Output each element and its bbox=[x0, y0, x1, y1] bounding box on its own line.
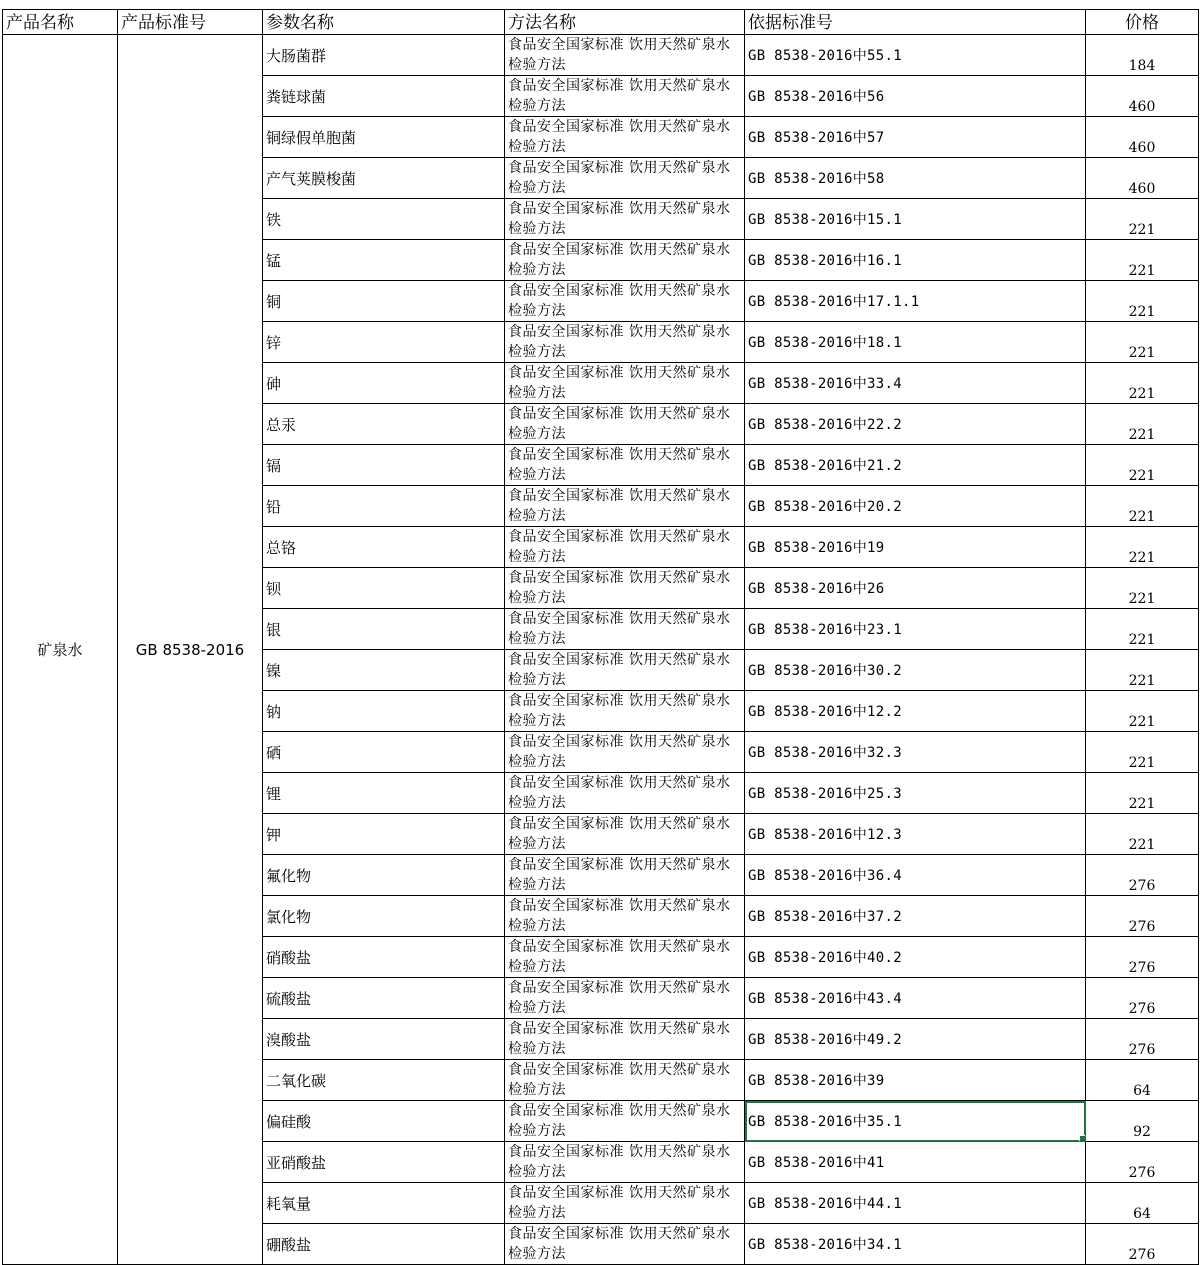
price-cell[interactable] bbox=[1086, 1101, 1199, 1142]
price-value: 276 bbox=[1128, 1001, 1156, 1017]
method-name-cell[interactable]: 食品安全国家标准 饮用天然矿泉水检验方法 bbox=[505, 363, 745, 404]
price-value: 221 bbox=[1128, 386, 1156, 402]
ref-standard-text: GB 8538-2016中19 bbox=[748, 540, 885, 556]
ref-standard-cell[interactable] bbox=[745, 199, 1086, 240]
ref-standard-cell[interactable] bbox=[745, 363, 1086, 404]
ref-standard-text: GB 8538-2016中32.3 bbox=[748, 745, 902, 761]
param-name-cell[interactable]: 亚硝酸盐 bbox=[263, 1142, 505, 1183]
ref-standard-cell[interactable] bbox=[745, 896, 1086, 937]
price-value: 221 bbox=[1128, 550, 1156, 566]
method-name-cell[interactable]: 食品安全国家标准 饮用天然矿泉水检验方法 bbox=[505, 240, 745, 281]
param-name-cell[interactable]: 硫酸盐 bbox=[263, 978, 505, 1019]
ref-standard-cell[interactable] bbox=[745, 445, 1086, 486]
ref-standard-text: GB 8538-2016中25.3 bbox=[748, 786, 902, 802]
method-name-cell[interactable]: 食品安全国家标准 饮用天然矿泉水检验方法 bbox=[505, 527, 745, 568]
ref-standard-text: GB 8538-2016中15.1 bbox=[748, 212, 902, 228]
method-name-cell[interactable]: 食品安全国家标准 饮用天然矿泉水检验方法 bbox=[505, 568, 745, 609]
price-cell[interactable] bbox=[1086, 363, 1199, 404]
price-value: 221 bbox=[1128, 509, 1156, 525]
method-name-cell[interactable]: 食品安全国家标准 饮用天然矿泉水检验方法 bbox=[505, 1224, 745, 1265]
ref-standard-text: GB 8538-2016中41 bbox=[748, 1155, 885, 1171]
method-name-cell[interactable]: 食品安全国家标准 饮用天然矿泉水检验方法 bbox=[505, 322, 745, 363]
price-cell[interactable] bbox=[1086, 199, 1199, 240]
price-cell[interactable] bbox=[1086, 281, 1199, 322]
table-body bbox=[3, 35, 1199, 1265]
price-cell[interactable] bbox=[1086, 35, 1199, 76]
price-value: 221 bbox=[1128, 222, 1156, 238]
price-cell[interactable] bbox=[1086, 937, 1199, 978]
method-name-cell[interactable]: 食品安全国家标准 饮用天然矿泉水检验方法 bbox=[505, 199, 745, 240]
ref-standard-cell[interactable] bbox=[745, 937, 1086, 978]
param-name-cell[interactable]: 钾 bbox=[263, 814, 505, 855]
price-value: 276 bbox=[1128, 919, 1156, 935]
price-value: 276 bbox=[1128, 1247, 1156, 1263]
ref-standard-cell[interactable] bbox=[745, 814, 1086, 855]
price-value: 221 bbox=[1128, 468, 1156, 484]
param-name-cell[interactable]: 银 bbox=[263, 609, 505, 650]
ref-standard-cell[interactable] bbox=[745, 691, 1086, 732]
method-name-cell[interactable]: 食品安全国家标准 饮用天然矿泉水检验方法 bbox=[505, 281, 745, 322]
header-ref-standard[interactable]: 依据标准号 bbox=[745, 10, 1086, 35]
price-table bbox=[2, 9, 1199, 1265]
ref-standard-text: GB 8538-2016中18.1 bbox=[748, 335, 902, 351]
price-cell[interactable] bbox=[1086, 158, 1199, 199]
method-name-cell[interactable]: 食品安全国家标准 饮用天然矿泉水检验方法 bbox=[505, 691, 745, 732]
method-name-cell[interactable]: 食品安全国家标准 饮用天然矿泉水检验方法 bbox=[505, 117, 745, 158]
ref-standard-cell[interactable] bbox=[745, 609, 1086, 650]
ref-standard-text: GB 8538-2016中43.4 bbox=[748, 991, 902, 1007]
fill-handle[interactable] bbox=[1079, 1135, 1086, 1142]
price-cell[interactable] bbox=[1086, 486, 1199, 527]
header-product-standard[interactable]: 产品标准号 bbox=[118, 10, 263, 35]
price-cell[interactable] bbox=[1086, 1060, 1199, 1101]
header-param-name[interactable]: 参数名称 bbox=[263, 10, 505, 35]
param-name-cell[interactable]: 偏硅酸 bbox=[263, 1101, 505, 1142]
ref-standard-cell[interactable] bbox=[745, 568, 1086, 609]
price-cell[interactable] bbox=[1086, 117, 1199, 158]
ref-standard-text: GB 8538-2016中55.1 bbox=[748, 48, 902, 64]
price-cell[interactable] bbox=[1086, 814, 1199, 855]
price-value: 64 bbox=[1133, 1083, 1151, 1099]
ref-standard-text: GB 8538-2016中23.1 bbox=[748, 622, 902, 638]
ref-standard-cell[interactable] bbox=[745, 650, 1086, 691]
param-name-cell[interactable]: 钠 bbox=[263, 691, 505, 732]
ref-standard-cell[interactable] bbox=[745, 1019, 1086, 1060]
param-name-cell[interactable]: 锰 bbox=[263, 240, 505, 281]
price-cell[interactable] bbox=[1086, 1224, 1199, 1265]
ref-standard-text: GB 8538-2016中12.3 bbox=[748, 827, 902, 843]
method-name-cell[interactable]: 食品安全国家标准 饮用天然矿泉水检验方法 bbox=[505, 486, 745, 527]
price-cell[interactable] bbox=[1086, 527, 1199, 568]
ref-standard-text: GB 8538-2016中49.2 bbox=[748, 1032, 902, 1048]
product-standard-cell[interactable]: GB 8538-2016 bbox=[118, 35, 263, 1265]
method-name-cell[interactable]: 食品安全国家标准 饮用天然矿泉水检验方法 bbox=[505, 404, 745, 445]
ref-standard-text: GB 8538-2016中35.1 bbox=[748, 1114, 902, 1130]
price-cell[interactable] bbox=[1086, 732, 1199, 773]
ref-standard-cell[interactable] bbox=[745, 773, 1086, 814]
ref-standard-cell[interactable] bbox=[745, 1224, 1086, 1265]
ref-standard-cell[interactable] bbox=[745, 527, 1086, 568]
param-name-cell[interactable]: 镍 bbox=[263, 650, 505, 691]
param-name-cell[interactable]: 总汞 bbox=[263, 404, 505, 445]
price-value: 221 bbox=[1128, 591, 1156, 607]
header-method-name[interactable]: 方法名称 bbox=[505, 10, 745, 35]
price-value: 221 bbox=[1128, 796, 1156, 812]
param-name-cell[interactable]: 砷 bbox=[263, 363, 505, 404]
ref-standard-text: GB 8538-2016中17.1.1 bbox=[748, 294, 920, 310]
param-name-cell[interactable]: 氯化物 bbox=[263, 896, 505, 937]
param-name-cell[interactable]: 总铬 bbox=[263, 527, 505, 568]
param-name-cell[interactable]: 钡 bbox=[263, 568, 505, 609]
ref-standard-cell[interactable] bbox=[745, 855, 1086, 896]
method-name-cell[interactable]: 食品安全国家标准 饮用天然矿泉水检验方法 bbox=[505, 650, 745, 691]
param-name-cell[interactable]: 铅 bbox=[263, 486, 505, 527]
param-name-cell[interactable]: 硒 bbox=[263, 732, 505, 773]
method-name-cell[interactable]: 食品安全国家标准 饮用天然矿泉水检验方法 bbox=[505, 937, 745, 978]
price-value: 276 bbox=[1128, 878, 1156, 894]
price-cell[interactable] bbox=[1086, 650, 1199, 691]
price-cell[interactable] bbox=[1086, 691, 1199, 732]
price-cell[interactable] bbox=[1086, 404, 1199, 445]
method-name-cell[interactable]: 食品安全国家标准 饮用天然矿泉水检验方法 bbox=[505, 158, 745, 199]
method-name-cell[interactable]: 食品安全国家标准 饮用天然矿泉水检验方法 bbox=[505, 855, 745, 896]
price-cell[interactable] bbox=[1086, 1019, 1199, 1060]
price-value: 221 bbox=[1128, 304, 1156, 320]
table-row bbox=[3, 35, 1199, 76]
ref-standard-text: GB 8538-2016中30.2 bbox=[748, 663, 902, 679]
ref-standard-text: GB 8538-2016中20.2 bbox=[748, 499, 902, 515]
ref-standard-cell[interactable] bbox=[745, 732, 1086, 773]
price-value: 221 bbox=[1128, 714, 1156, 730]
ref-standard-cell-selected[interactable] bbox=[745, 1101, 1086, 1142]
ref-standard-text: GB 8538-2016中57 bbox=[748, 130, 885, 146]
price-value: 221 bbox=[1128, 632, 1156, 648]
price-cell[interactable] bbox=[1086, 855, 1199, 896]
method-name-cell[interactable]: 食品安全国家标准 饮用天然矿泉水检验方法 bbox=[505, 609, 745, 650]
ref-standard-text: GB 8538-2016中26 bbox=[748, 581, 885, 597]
param-name-cell[interactable]: 铜 bbox=[263, 281, 505, 322]
method-name-cell[interactable]: 食品安全国家标准 饮用天然矿泉水检验方法 bbox=[505, 773, 745, 814]
price-value: 221 bbox=[1128, 673, 1156, 689]
ref-standard-cell[interactable] bbox=[745, 1183, 1086, 1224]
ref-standard-text: GB 8538-2016中40.2 bbox=[748, 950, 902, 966]
price-cell[interactable] bbox=[1086, 978, 1199, 1019]
price-value: 221 bbox=[1128, 263, 1156, 279]
ref-standard-cell[interactable] bbox=[745, 240, 1086, 281]
ref-standard-text: GB 8538-2016中22.2 bbox=[748, 417, 902, 433]
ref-standard-cell[interactable] bbox=[745, 1142, 1086, 1183]
price-cell[interactable] bbox=[1086, 609, 1199, 650]
price-cell[interactable] bbox=[1086, 445, 1199, 486]
ref-standard-cell[interactable] bbox=[745, 322, 1086, 363]
method-name-cell[interactable]: 食品安全国家标准 饮用天然矿泉水检验方法 bbox=[505, 1142, 745, 1183]
param-name-cell[interactable]: 溴酸盐 bbox=[263, 1019, 505, 1060]
price-value: 221 bbox=[1128, 837, 1156, 853]
ref-standard-cell[interactable] bbox=[745, 35, 1086, 76]
ref-standard-text: GB 8538-2016中33.4 bbox=[748, 376, 902, 392]
price-value: 221 bbox=[1128, 755, 1156, 771]
price-value: 460 bbox=[1128, 140, 1156, 156]
header-row bbox=[3, 10, 1199, 35]
param-name-cell[interactable]: 锂 bbox=[263, 773, 505, 814]
header-product-name[interactable]: 产品名称 bbox=[3, 10, 118, 35]
ref-standard-cell[interactable] bbox=[745, 76, 1086, 117]
method-name-cell[interactable]: 食品安全国家标准 饮用天然矿泉水检验方法 bbox=[505, 1183, 745, 1224]
price-cell[interactable] bbox=[1086, 773, 1199, 814]
price-cell[interactable] bbox=[1086, 76, 1199, 117]
ref-standard-text: GB 8538-2016中58 bbox=[748, 171, 885, 187]
param-name-cell[interactable]: 镉 bbox=[263, 445, 505, 486]
param-name-cell[interactable]: 铁 bbox=[263, 199, 505, 240]
param-name-cell[interactable]: 粪链球菌 bbox=[263, 76, 505, 117]
ref-standard-text: GB 8538-2016中39 bbox=[748, 1073, 885, 1089]
method-name-cell[interactable]: 食品安全国家标准 饮用天然矿泉水检验方法 bbox=[505, 1101, 745, 1142]
method-name-cell[interactable]: 食品安全国家标准 饮用天然矿泉水检验方法 bbox=[505, 814, 745, 855]
ref-standard-text: GB 8538-2016中36.4 bbox=[748, 868, 902, 884]
ref-standard-cell[interactable] bbox=[745, 281, 1086, 322]
param-name-cell[interactable]: 二氧化碳 bbox=[263, 1060, 505, 1101]
ref-standard-cell[interactable] bbox=[745, 117, 1086, 158]
ref-standard-text: GB 8538-2016中44.1 bbox=[748, 1196, 902, 1212]
ref-standard-text: GB 8538-2016中37.2 bbox=[748, 909, 902, 925]
ref-standard-cell[interactable] bbox=[745, 978, 1086, 1019]
price-value: 460 bbox=[1128, 181, 1156, 197]
product-name-cell[interactable]: 矿泉水 bbox=[3, 35, 118, 1265]
price-value: 276 bbox=[1128, 1042, 1156, 1058]
param-name-cell[interactable]: 硼酸盐 bbox=[263, 1224, 505, 1265]
price-value: 92 bbox=[1133, 1124, 1151, 1140]
param-name-cell[interactable]: 产气荚膜梭菌 bbox=[263, 158, 505, 199]
method-name-cell[interactable]: 食品安全国家标准 饮用天然矿泉水检验方法 bbox=[505, 978, 745, 1019]
param-name-cell[interactable]: 铜绿假单胞菌 bbox=[263, 117, 505, 158]
param-name-cell[interactable]: 锌 bbox=[263, 322, 505, 363]
method-name-cell[interactable]: 食品安全国家标准 饮用天然矿泉水检验方法 bbox=[505, 896, 745, 937]
price-value: 460 bbox=[1128, 99, 1156, 115]
price-cell[interactable] bbox=[1086, 896, 1199, 937]
method-name-cell[interactable]: 食品安全国家标准 饮用天然矿泉水检验方法 bbox=[505, 35, 745, 76]
param-name-cell[interactable]: 耗氧量 bbox=[263, 1183, 505, 1224]
param-name-cell[interactable]: 大肠菌群 bbox=[263, 35, 505, 76]
method-name-cell[interactable]: 食品安全国家标准 饮用天然矿泉水检验方法 bbox=[505, 76, 745, 117]
method-name-cell[interactable]: 食品安全国家标准 饮用天然矿泉水检验方法 bbox=[505, 1060, 745, 1101]
param-name-cell[interactable]: 氟化物 bbox=[263, 855, 505, 896]
method-name-cell[interactable]: 食品安全国家标准 饮用天然矿泉水检验方法 bbox=[505, 732, 745, 773]
ref-standard-text: GB 8538-2016中56 bbox=[748, 89, 885, 105]
price-cell[interactable] bbox=[1086, 1183, 1199, 1224]
price-value: 276 bbox=[1128, 960, 1156, 976]
method-name-cell[interactable]: 食品安全国家标准 饮用天然矿泉水检验方法 bbox=[505, 445, 745, 486]
price-value: 221 bbox=[1128, 345, 1156, 361]
price-cell[interactable] bbox=[1086, 240, 1199, 281]
ref-standard-text: GB 8538-2016中16.1 bbox=[748, 253, 902, 269]
ref-standard-text: GB 8538-2016中21.2 bbox=[748, 458, 902, 474]
param-name-cell[interactable]: 硝酸盐 bbox=[263, 937, 505, 978]
price-cell[interactable] bbox=[1086, 322, 1199, 363]
ref-standard-text: GB 8538-2016中34.1 bbox=[748, 1237, 902, 1253]
table-header bbox=[3, 10, 1199, 35]
price-value: 64 bbox=[1133, 1206, 1151, 1222]
header-price[interactable]: 价格 bbox=[1086, 10, 1199, 35]
method-name-cell[interactable]: 食品安全国家标准 饮用天然矿泉水检验方法 bbox=[505, 1019, 745, 1060]
price-value: 221 bbox=[1128, 427, 1156, 443]
price-cell[interactable] bbox=[1086, 1142, 1199, 1183]
ref-standard-text: GB 8538-2016中12.2 bbox=[748, 704, 902, 720]
ref-standard-cell[interactable] bbox=[745, 404, 1086, 445]
ref-standard-cell[interactable] bbox=[745, 1060, 1086, 1101]
ref-standard-cell[interactable] bbox=[745, 486, 1086, 527]
ref-standard-cell[interactable] bbox=[745, 158, 1086, 199]
price-value: 184 bbox=[1128, 58, 1156, 74]
price-value: 276 bbox=[1128, 1165, 1156, 1181]
price-cell[interactable] bbox=[1086, 568, 1199, 609]
